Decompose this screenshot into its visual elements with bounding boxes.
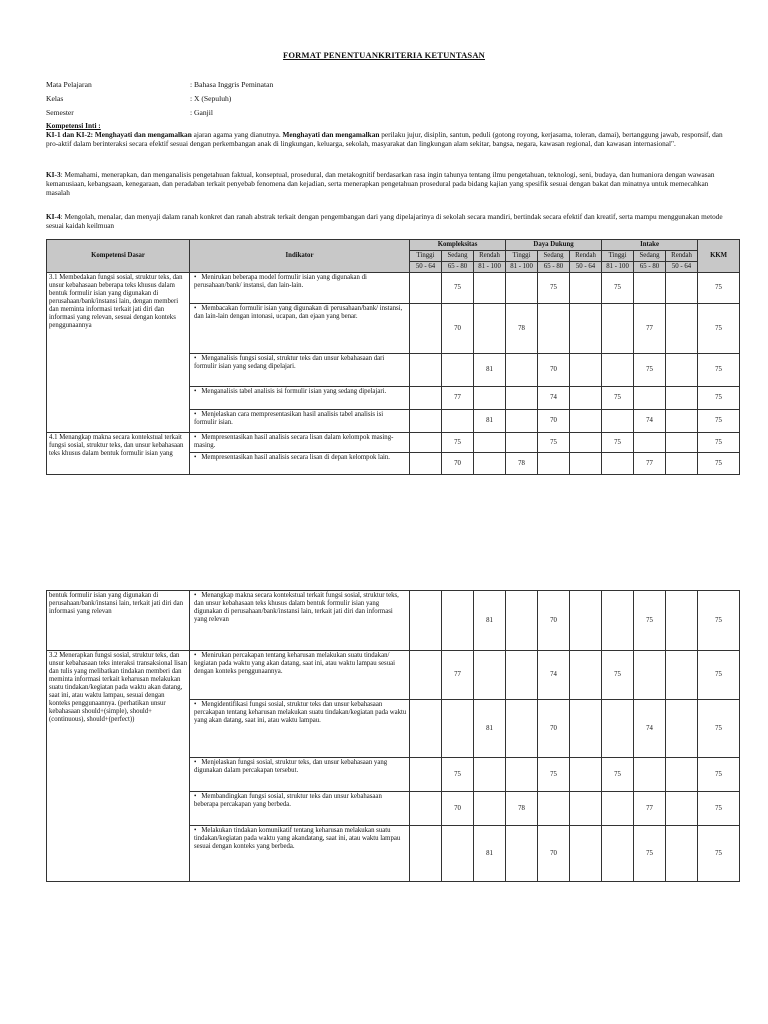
value-cell bbox=[570, 700, 602, 758]
value-cell: 75 bbox=[602, 387, 634, 410]
value-cell bbox=[634, 651, 666, 700]
value-cell bbox=[506, 410, 538, 433]
level-cell: Rendah bbox=[474, 251, 506, 262]
value-cell bbox=[474, 453, 506, 475]
indicator-cell bbox=[190, 792, 410, 826]
level-cell: Sedang bbox=[442, 251, 474, 262]
value-cell bbox=[570, 387, 602, 410]
value-cell bbox=[602, 591, 634, 651]
value-cell bbox=[666, 758, 698, 792]
value-cell: 75 bbox=[634, 591, 666, 651]
indicator-text: • Membacakan formulir isian yang digunakan di perusahaan/bank/ instansi, dan lain-lain dengan intonasi, ucapan, dan ejaan yang benar. bbox=[194, 305, 402, 320]
ki12-part-c: Menghayati dan mengamalkan bbox=[282, 130, 380, 139]
indicator-cell bbox=[190, 651, 410, 700]
value-cell bbox=[666, 591, 698, 651]
value-cell bbox=[474, 304, 506, 354]
value-cell bbox=[570, 433, 602, 453]
kd-cell: 3.2 Menerapkan fungsi sosial, struktur teks, dan unsur kebahasaan teks interaksi transaksional lisan dan tulis yang melibatkan tindakan memberi dan meminta informasi terkait keharusan melakukan suatu tindakan/kegiatan pada waktu akan datang, saat ini, atau waktu lampau, sesuai dengan konteks penggunaannya. (perhatikan unsur kebahasaan should+(simple), should+(continuous), should+(perfect)) bbox=[47, 651, 190, 882]
value-cell bbox=[410, 410, 442, 433]
kkm-cell: 75 bbox=[698, 354, 740, 387]
value-cell bbox=[442, 826, 474, 882]
indicator-text: • Menganalisis tabel analisis isi formulir isian yang sedang dipelajari. bbox=[194, 388, 386, 395]
indicator-cell bbox=[190, 304, 410, 354]
indicator-cell bbox=[190, 826, 410, 882]
kkm-cell: 75 bbox=[698, 591, 740, 651]
range-cell: 65 - 80 bbox=[538, 262, 570, 273]
value-cell: 77 bbox=[634, 304, 666, 354]
indicator-text: • Menangkap makna secara kontekstual terkait fungsi sosial, struktur teks, dan unsur kebahasaan teks khusus dalam bentuk formulir isian yang digunakan di perusahaan/bank/instansi lain, terkait jati diri dan informasi yang relevan bbox=[194, 592, 399, 623]
kkm-cell: 75 bbox=[698, 453, 740, 475]
indicator-cell bbox=[190, 354, 410, 387]
kd-cell: bentuk formulir isian yang digunakan di perusahaan/bank/instansi lain, terkait jati diri dan informasi yang relevan bbox=[47, 591, 190, 651]
value-cell: 77 bbox=[442, 387, 474, 410]
document-title: FORMAT PENENTUANKRITERIA KETUNTASAN bbox=[282, 50, 486, 60]
value-cell: 75 bbox=[442, 758, 474, 792]
table-row bbox=[47, 651, 740, 700]
value-cell bbox=[666, 410, 698, 433]
meta-label: Mata Pelajaran bbox=[46, 80, 92, 89]
value-cell bbox=[666, 273, 698, 304]
indicator-cell bbox=[190, 433, 410, 453]
value-cell bbox=[506, 387, 538, 410]
value-cell: 75 bbox=[538, 758, 570, 792]
ki3-paragraph bbox=[46, 170, 726, 197]
value-cell: 70 bbox=[538, 410, 570, 433]
value-cell: 81 bbox=[474, 591, 506, 651]
header-kkm: KKM bbox=[698, 240, 740, 273]
value-cell: 78 bbox=[506, 792, 538, 826]
value-cell bbox=[506, 651, 538, 700]
value-cell bbox=[602, 453, 634, 475]
range-cell: 65 - 80 bbox=[634, 262, 666, 273]
meta-row-subject bbox=[46, 80, 273, 89]
indicator-cell bbox=[190, 387, 410, 410]
value-cell: 81 bbox=[474, 826, 506, 882]
value-cell bbox=[666, 453, 698, 475]
ki12-part-a: : Menghayati dan mengamalkan bbox=[90, 130, 192, 139]
kkm-cell: 75 bbox=[698, 826, 740, 882]
value-cell bbox=[506, 433, 538, 453]
value-cell bbox=[474, 758, 506, 792]
range-cell: 81 - 100 bbox=[602, 262, 634, 273]
ki12-part-b: ajaran agama yang dianutnya. bbox=[191, 130, 283, 139]
value-cell: 74 bbox=[538, 387, 570, 410]
value-cell: 81 bbox=[474, 354, 506, 387]
level-cell: Sedang bbox=[634, 251, 666, 262]
value-cell: 78 bbox=[506, 304, 538, 354]
header-daya-dukung: Daya Dukung bbox=[506, 240, 602, 251]
value-cell bbox=[602, 700, 634, 758]
value-cell: 81 bbox=[474, 410, 506, 433]
ki12-label: KI-1 dan KI-2 bbox=[46, 130, 91, 139]
ki3-label: KI-3 bbox=[46, 170, 61, 179]
value-cell bbox=[410, 591, 442, 651]
indicator-text: • Melakukan tindakan komunikatif tentang keharusan melakukan suatu tindakan/kegiatan pada waktu yang akandatang, saat ini, atau waktu lampau sesuai dengan konteks yang berbeda. bbox=[194, 827, 400, 850]
kkm-table-top bbox=[46, 239, 740, 475]
table-row bbox=[47, 591, 740, 651]
value-cell bbox=[602, 792, 634, 826]
kkm-cell: 75 bbox=[698, 792, 740, 826]
value-cell bbox=[666, 433, 698, 453]
value-cell bbox=[506, 273, 538, 304]
value-cell bbox=[506, 758, 538, 792]
indicator-text: • Mengidentifikasi fungsi sosial, struktur teks dan unsur kebahasaan percakapan tentang keharusan melakukan suatu tindakan/kegiatan pada waktu yang akan datang, saat ini, atau waktu lampau. bbox=[194, 701, 406, 724]
indicator-cell bbox=[190, 700, 410, 758]
level-cell: Tinggi bbox=[410, 251, 442, 262]
value-cell bbox=[634, 758, 666, 792]
value-cell bbox=[474, 387, 506, 410]
value-cell bbox=[570, 792, 602, 826]
value-cell bbox=[666, 651, 698, 700]
header-indikator: Indikator bbox=[190, 240, 410, 273]
value-cell bbox=[634, 273, 666, 304]
indicator-text: • Menirukan percakapan tentang keharusan melakukan suatu tindakan/ kegiatan pada waktu yang akan datang, saat ini, atau waktu lampau sesuai dengan konteks penggunaannya. bbox=[194, 652, 395, 675]
ki4-paragraph bbox=[46, 212, 726, 230]
value-cell: 74 bbox=[634, 700, 666, 758]
value-cell bbox=[570, 651, 602, 700]
indicator-cell bbox=[190, 453, 410, 475]
ki4-text: : Mengolah, menalar, dan menyaji dalam ranah konkret dan ranah abstrak terkait dengan pengembangan dari yang dipelajarinya di sekolah secara mandiri, bertindak secara efektif dan kreatif, serta mampu menggunakan metode sesuai kaidah keilmuan bbox=[46, 212, 723, 230]
indicator-text: • Membandingkan fungsi sosial, struktur teks dan unsur kebahasaan beberapa percakapan yang berbeda. bbox=[194, 793, 382, 808]
value-cell bbox=[570, 758, 602, 792]
value-cell bbox=[410, 651, 442, 700]
value-cell: 70 bbox=[442, 453, 474, 475]
kd-cell: 3.1 Membedakan fungsi sosial, struktur teks, dan unsur kebahasaan beberapa teks khusus dalam bentuk formulir isian yang digunakan di perusahaan/bank/instansi lain, dengan memberi dan meminta informasi terkait jati diri dan informasi yang relevan, sesuai dengan konteks penggunaannya bbox=[47, 273, 190, 433]
ki12-part-d: perilaku jujur, disiplin, santun, peduli (gotong royong, kerjasama, toleran, damai), bertanggung jawab, responsif, dan pro-aktif dalam berinteraksi secara efektif sesuai dengan perkembangan anak di lingkungan, keluarga, sekolah, masyarakat dan lingkungan alam sekitar, bangsa, negara, kawasan regional, dan kawasan internasional". bbox=[46, 130, 723, 148]
value-cell: 77 bbox=[442, 651, 474, 700]
meta-row-semester bbox=[46, 108, 213, 117]
value-cell: 75 bbox=[602, 651, 634, 700]
value-cell: 75 bbox=[602, 433, 634, 453]
kkm-cell: 75 bbox=[698, 410, 740, 433]
table-body-bottom bbox=[47, 591, 740, 882]
ki3-text: : Memahami, menerapkan, dan menganalisis pengetahuan faktual, konseptual, prosedural, dan metakognitif berdasarkan rasa ingin tahunya tentang ilmu pengetahuan, teknologi, seni, budaya, dan humaniora dengan wawasan kemanusiaan, kebangsaan, kenegaraan, dan peradaban terkait penyebab fenomena dan kejadian, serta menerapkan pengetahuan prosedural pada bidang kajian yang spesifik sesuai dengan bakat dan minatnya untuk memecahkan masalah bbox=[46, 170, 715, 197]
value-cell bbox=[666, 304, 698, 354]
kkm-cell: 75 bbox=[698, 433, 740, 453]
kkm-cell: 75 bbox=[698, 758, 740, 792]
value-cell: 77 bbox=[634, 453, 666, 475]
meta-value: : Ganjil bbox=[190, 108, 213, 117]
heading-text: Kompetensi Inti : bbox=[46, 121, 101, 130]
level-cell: Tinggi bbox=[602, 251, 634, 262]
meta-value: : X (Sepuluh) bbox=[190, 94, 232, 103]
kkm-cell: 75 bbox=[698, 387, 740, 410]
table-body-top bbox=[47, 273, 740, 475]
value-cell: 70 bbox=[442, 304, 474, 354]
value-cell bbox=[602, 826, 634, 882]
value-cell: 70 bbox=[538, 354, 570, 387]
value-cell bbox=[570, 591, 602, 651]
value-cell bbox=[666, 354, 698, 387]
indicator-cell bbox=[190, 591, 410, 651]
value-cell bbox=[410, 826, 442, 882]
indicator-cell bbox=[190, 410, 410, 433]
value-cell: 74 bbox=[538, 651, 570, 700]
value-cell bbox=[634, 387, 666, 410]
value-cell bbox=[570, 826, 602, 882]
value-cell bbox=[666, 700, 698, 758]
value-cell bbox=[602, 304, 634, 354]
range-cell: 50 - 64 bbox=[570, 262, 602, 273]
value-cell bbox=[474, 792, 506, 826]
range-cell: 50 - 64 bbox=[410, 262, 442, 273]
value-cell bbox=[410, 758, 442, 792]
range-cell: 81 - 100 bbox=[506, 262, 538, 273]
value-cell bbox=[474, 273, 506, 304]
value-cell: 70 bbox=[538, 826, 570, 882]
value-cell bbox=[570, 410, 602, 433]
kkm-cell: 75 bbox=[698, 273, 740, 304]
value-cell bbox=[570, 354, 602, 387]
value-cell: 77 bbox=[634, 792, 666, 826]
value-cell bbox=[506, 826, 538, 882]
value-cell bbox=[442, 700, 474, 758]
value-cell: 70 bbox=[538, 700, 570, 758]
range-cell: 65 - 80 bbox=[442, 262, 474, 273]
value-cell bbox=[634, 433, 666, 453]
value-cell bbox=[410, 354, 442, 387]
kkm-cell: 75 bbox=[698, 651, 740, 700]
value-cell bbox=[410, 433, 442, 453]
value-cell: 75 bbox=[602, 758, 634, 792]
value-cell: 74 bbox=[634, 410, 666, 433]
indicator-text: • Mempresentasikan hasil analisis secara lisan dalam kelompok masing-masing. bbox=[194, 434, 393, 449]
range-cell: 50 - 64 bbox=[666, 262, 698, 273]
range-cell: 81 - 100 bbox=[474, 262, 506, 273]
value-cell bbox=[474, 433, 506, 453]
value-cell bbox=[474, 651, 506, 700]
value-cell: 75 bbox=[442, 433, 474, 453]
value-cell bbox=[442, 591, 474, 651]
kompetensi-inti-heading bbox=[46, 121, 726, 130]
meta-label: Kelas bbox=[46, 94, 64, 103]
indicator-cell bbox=[190, 273, 410, 304]
value-cell: 81 bbox=[474, 700, 506, 758]
table-row bbox=[47, 273, 740, 304]
ki4-label: KI-4 bbox=[46, 212, 61, 221]
value-cell bbox=[506, 591, 538, 651]
level-cell: Rendah bbox=[570, 251, 602, 262]
indicator-text: • Menjelaskan fungsi sosial, struktur teks, dan unsur kebahasaan yang digunakan dalam percakapan tersebut. bbox=[194, 759, 387, 774]
value-cell bbox=[570, 273, 602, 304]
value-cell bbox=[538, 304, 570, 354]
indicator-text: • Menjelaskan cara mempresentasikan hasil analisis tabel analisis isi formulir isian. bbox=[194, 411, 383, 426]
value-cell: 75 bbox=[538, 273, 570, 304]
indicator-text: • Menganalisis fungsi sosial, struktur teks dan unsur kebahasaan dari formulir isian yang sedang dipelajari. bbox=[194, 355, 384, 370]
value-cell bbox=[506, 354, 538, 387]
value-cell: 75 bbox=[538, 433, 570, 453]
level-cell: Rendah bbox=[666, 251, 698, 262]
value-cell bbox=[442, 410, 474, 433]
value-cell bbox=[538, 792, 570, 826]
meta-value: : Bahasa Inggris Peminatan bbox=[190, 80, 274, 89]
value-cell bbox=[602, 410, 634, 433]
header-intake: Intake bbox=[602, 240, 698, 251]
header-kompleksitas: Kompleksitas bbox=[410, 240, 506, 251]
indicator-text: • Mempresentasikan hasil analisis secara lisan di depan kelompok lain. bbox=[194, 454, 390, 461]
kkm-table-bottom bbox=[46, 590, 740, 882]
value-cell bbox=[506, 700, 538, 758]
value-cell: 75 bbox=[634, 354, 666, 387]
value-cell: 75 bbox=[634, 826, 666, 882]
value-cell bbox=[666, 387, 698, 410]
value-cell bbox=[602, 354, 634, 387]
value-cell: 70 bbox=[538, 591, 570, 651]
value-cell bbox=[410, 700, 442, 758]
value-cell bbox=[410, 453, 442, 475]
ki12-paragraph bbox=[46, 130, 726, 148]
value-cell bbox=[570, 453, 602, 475]
level-cell: Tinggi bbox=[506, 251, 538, 262]
kd-cell: 4.1 Menangkap makna secara kontekstual terkait fungsi sosial, struktur teks, dan unsur kebahasaan teks khusus dalam bentuk formulir isian yang bbox=[47, 433, 190, 475]
kkm-cell: 75 bbox=[698, 700, 740, 758]
page-bottom bbox=[0, 590, 768, 1024]
value-cell bbox=[442, 354, 474, 387]
indicator-cell bbox=[190, 758, 410, 792]
value-cell bbox=[666, 792, 698, 826]
value-cell: 75 bbox=[442, 273, 474, 304]
value-cell bbox=[410, 273, 442, 304]
header-kd: Kompetensi Dasar bbox=[47, 240, 190, 273]
value-cell bbox=[410, 387, 442, 410]
table-row bbox=[47, 433, 740, 453]
page-top bbox=[0, 0, 768, 490]
value-cell bbox=[410, 304, 442, 354]
value-cell: 78 bbox=[506, 453, 538, 475]
kkm-cell: 75 bbox=[698, 304, 740, 354]
value-cell bbox=[666, 826, 698, 882]
value-cell bbox=[538, 453, 570, 475]
indicator-text: • Menirukan beberapa model formulir isian yang digunakan di perusahaan/bank/ instansi, dan lain-lain. bbox=[194, 274, 367, 289]
level-cell: Sedang bbox=[538, 251, 570, 262]
meta-row-class bbox=[46, 94, 231, 103]
meta-label: Semester bbox=[46, 108, 74, 117]
value-cell bbox=[410, 792, 442, 826]
value-cell: 70 bbox=[442, 792, 474, 826]
value-cell bbox=[570, 304, 602, 354]
value-cell: 75 bbox=[602, 273, 634, 304]
